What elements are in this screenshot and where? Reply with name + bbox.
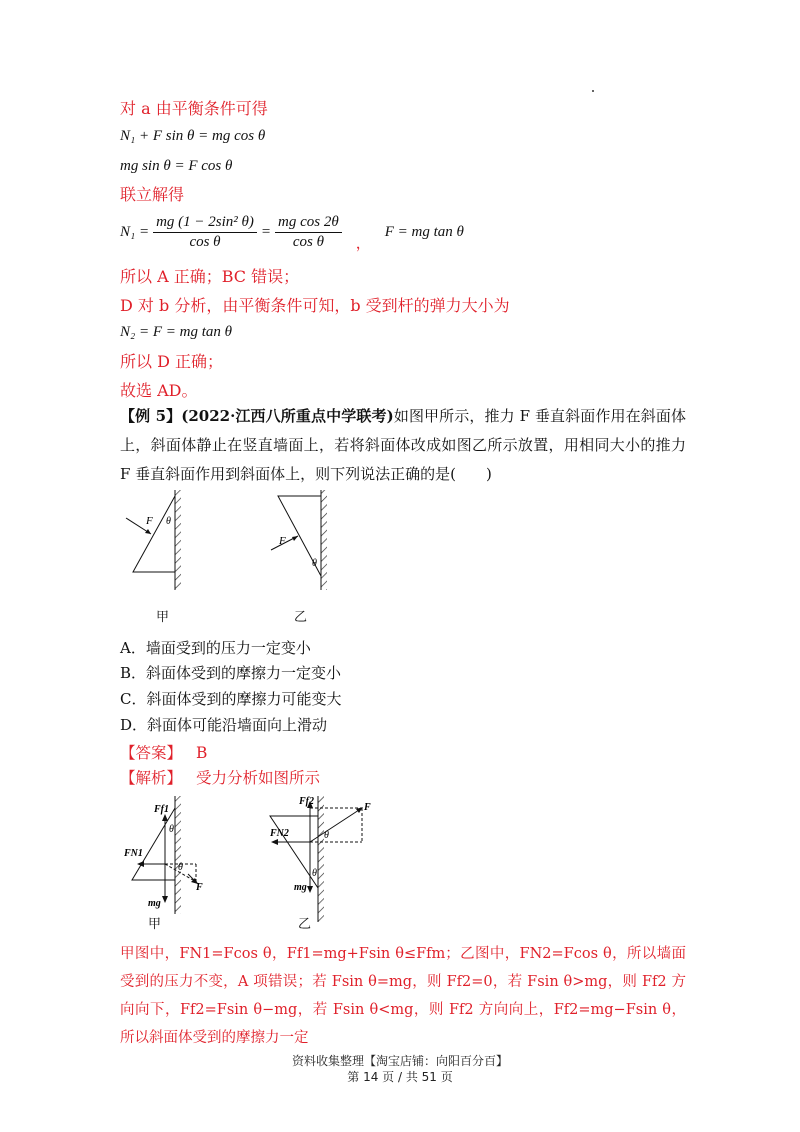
analysis-label: 【解析】 [120,769,183,787]
formula-3-sep: ， [355,236,371,252]
fig2-theta-l2: θ [178,862,183,873]
footer-page-number: 第 14 页 / 共 51 页 [347,1070,453,1084]
fig2-F-right: F [364,802,371,813]
fig1-left [126,490,181,590]
analysis-text: 受力分析如图所示 [196,769,321,787]
fig2-theta-r1: θ [324,830,329,841]
formula-2: mg sin θ = F cos θ [120,158,233,174]
fig2-mg-left: mg [148,898,161,909]
fig2-Ff1: Ff1 [154,804,169,815]
fig1-theta-right: θ [312,558,317,569]
formula-3-rhs: F = mg tan θ [384,224,464,240]
option-c: C．斜面体受到的摩擦力可能变大 [120,690,342,708]
wedge-left [133,496,175,572]
fig2-mg-right: mg [294,882,307,893]
fig2-label-right: 乙 [298,917,312,932]
option-b: B．斜面体受到的摩擦力一定变小 [120,664,342,682]
wall-right [321,490,327,590]
wall-2-right [318,796,324,922]
fig2-F-left: F [196,882,203,893]
analysis-line [120,766,320,788]
fraction-1 [153,214,257,251]
text-line-3: 所以 A 正确；BC 错误； [120,267,300,286]
fig1-theta-left: θ [166,516,171,527]
footer-source: 资料收集整理【淘宝店铺：向阳百分百】 [291,1054,508,1068]
formula-1: N₁ + F sin θ = mg cos θ [120,128,266,144]
fraction-2-den: cos θ [292,234,324,250]
wall-left [175,490,181,590]
formula-3-eq: = [260,224,272,240]
answer-value: B [196,744,208,762]
fig2-FN1: FN1 [124,848,143,859]
fig2-Ff2: Ff2 [299,796,314,807]
formula-3-lhs: N₁ = [120,224,150,240]
answer-label: 【答案】 [120,744,183,762]
text-line-1: 对 a 由平衡条件可得 [120,99,268,118]
fig1-F-right: F [279,535,286,547]
figure-1 [118,484,358,624]
answer-line [120,741,207,763]
formula-4: N₂ = F = mg tan θ [120,324,232,340]
fig2-theta-r2: θ [312,868,317,879]
formula-3 [120,212,464,253]
fraction-1-num: mg (1 − 2sin² θ) [153,214,257,233]
fig2-FN2: FN2 [270,828,289,839]
stray-dot [592,90,594,92]
text-line-2: 联立解得 [120,185,185,204]
wedge-2-left [132,808,175,880]
text-line-6: 故选 AD。 [120,381,198,400]
wall-2-left [175,796,181,914]
text-line-4: D 对 b 分析，由平衡条件可知，b 受到杆的弹力大小为 [120,296,510,315]
fig2-theta-l1: θ [169,824,174,835]
option-a: A．墙面受到的压力一定变小 [120,639,311,657]
wedge-2-right [270,816,318,888]
fig2-label-left: 甲 [148,917,162,932]
fraction-2 [275,214,342,251]
example-tag: 【例 5】(2022·江西八所重点中学联考) [120,407,394,425]
fraction-1-den: cos θ [189,234,221,250]
text-line-5: 所以 D 正确； [120,352,224,371]
fig1-right [271,490,327,590]
fig1-label-left: 甲 [156,610,170,625]
solution-paragraph: 甲图中，FN1=Fcos θ，Ff1=mg+Fsin θ≤Ffm；乙图中，FN2=Fcos θ，所以墙面受到的压力不变，A 项错误；若 Fsin θ=mg，则 Ff2=0，若 Fsin θ>mg，则 Ff2 方向向下，Ff2=Fsin θ−mg，若 Fsin θ<mg，则 Ff2 方向向上，Ff2=mg−Fsin θ，所以斜面体受到的摩擦力一定 [120,946,686,1046]
option-d: D．斜面体可能沿墙面向上滑动 [120,716,328,734]
fig1-label-right: 乙 [294,610,308,625]
example-text: 如图甲所示，推力 F 垂直斜面作用在斜面体上，斜面体静止在竖直墙面上，若将斜面体改成如图乙所示放置，用相同大小的推力 F 垂直斜面作用到斜面体上，则下列说法正确的是( ) [120,407,686,483]
fig1-F-left: F [146,515,153,527]
example-paragraph [120,402,686,489]
fraction-2-num: mg cos 2θ [275,214,342,233]
fig2-left [123,796,203,914]
fig2-right [269,796,371,922]
